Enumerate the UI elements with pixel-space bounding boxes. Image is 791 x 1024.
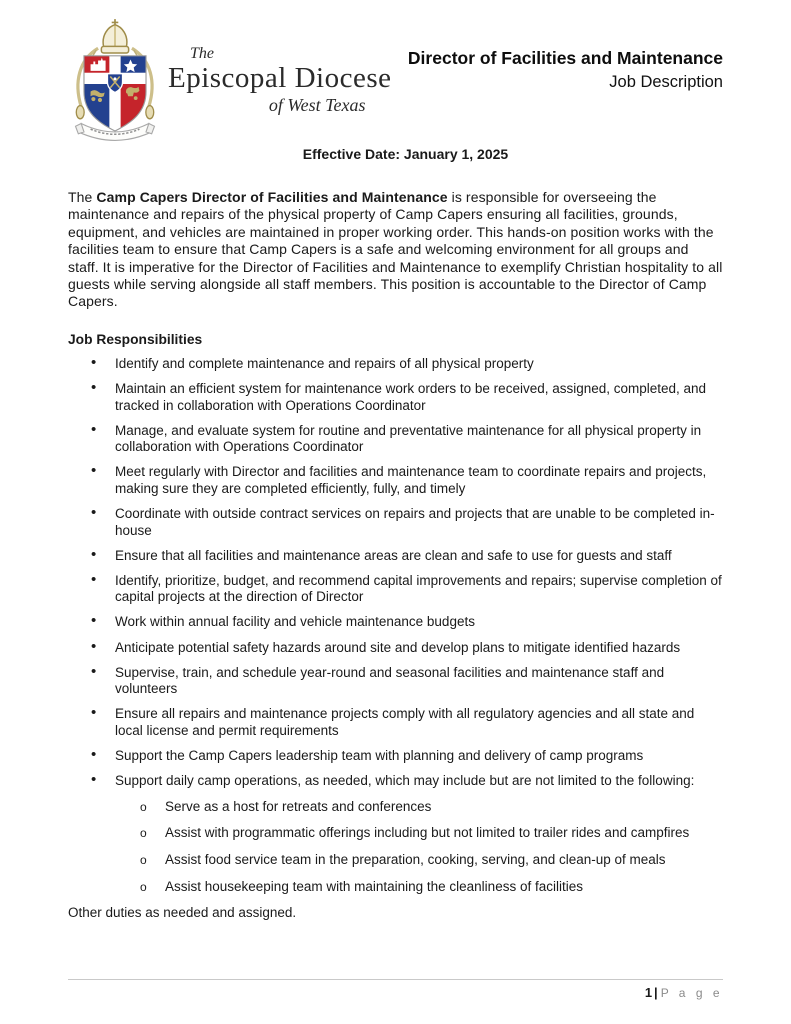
responsibility-item: • Manage, and evaluate system for routine and preventative maintenance for all physical property in collaboration with Operations Coordinator <box>115 423 723 456</box>
responsibility-item: • Support the Camp Capers leadership team with planning and delivery of camp programs <box>115 748 723 765</box>
responsibility-subitem: o Assist housekeeping team with maintaining the cleanliness of facilities <box>165 879 723 896</box>
intro-body: is responsible for overseeing the maintenance and repairs of the physical property of Camp Capers ensuring all facilities, grounds, equipment, and vehicles are maintained in proper working order. This hands-on position works with the facilities team to ensure that Camp Capers is a safe and welcoming environment for all groups and staff. It is imperative for the Director of Facilities and Maintenance to exemplify Christian hospitality to all guests while serving alongside all staff members. This position is accountable to the Director of Camp Capers. <box>68 189 723 310</box>
closing-note: Other duties as needed and assigned. <box>68 905 297 921</box>
responsibility-item: • Supervise, train, and schedule year-round and seasonal facilities and maintenance staff and volunteers <box>115 665 723 698</box>
responsibilities-heading: Job Responsibilities <box>68 331 203 347</box>
diocese-logo <box>68 20 392 150</box>
responsibility-item: • Identify, prioritize, budget, and recommend capital improvements and repairs; supervise completion of capital projects at the direction of Director <box>115 573 723 606</box>
logo-line-name: Episcopal Diocese <box>168 62 392 94</box>
responsibility-item: • Support daily camp operations, as needed, which may include but are not limited to the following: o Serve as a host for retreats and conferences o Assist with programmatic offerings including but not limited to trailer rides and campfires o Assist food service team in the preparation, cooking, serving, and clean-up of meals o Assist housekeeping team with maintaining the cleanliness of facilities <box>115 773 723 895</box>
intro-lead: The <box>68 189 97 205</box>
page-footer <box>68 979 723 1000</box>
responsibility-item: • Maintain an efficient system for maintenance work orders to be received, assigned, completed, and tracked in collaboration with Operations Coordinator <box>115 381 723 414</box>
diocese-logo-text <box>168 46 392 114</box>
footer-divider <box>68 979 723 980</box>
responsibility-subitem: o Serve as a host for retreats and conferences <box>165 799 723 816</box>
document-header <box>68 20 723 142</box>
intro-paragraph <box>68 189 723 311</box>
responsibility-item: • Identify and complete maintenance and repairs of all physical property <box>115 356 723 373</box>
responsibility-subitem: o Assist with programmatic offerings including but not limited to trailer rides and campfires <box>165 825 723 842</box>
responsibility-subitem: o Assist food service team in the preparation, cooking, serving, and clean-up of meals <box>165 852 723 869</box>
intro-position-name: Camp Capers Director of Facilities and Maintenance <box>96 189 448 205</box>
page-number-value: 1 <box>644 985 653 1000</box>
responsibility-item: • Work within annual facility and vehicle maintenance budgets <box>115 614 723 631</box>
responsibility-item: • Ensure that all facilities and maintenance areas are clean and safe to use for guests and staff <box>115 548 723 565</box>
effective-date: Effective Date: January 1, 2025 <box>302 146 509 162</box>
responsibility-item: • Coordinate with outside contract services on repairs and projects that are unable to be completed in-house <box>115 506 723 539</box>
responsibility-item: • Anticipate potential safety hazards around site and develop plans to mitigate identified hazards <box>115 640 723 657</box>
responsibility-sublist <box>115 799 723 895</box>
page-number-label: P a g e <box>660 986 723 1000</box>
diocese-crest-icon <box>68 18 162 150</box>
document-subtitle: Job Description <box>609 73 723 92</box>
logo-line-the: The <box>190 45 214 62</box>
page-number-separator: | <box>654 985 658 1000</box>
page-number <box>68 985 723 1000</box>
logo-line-region: of West Texas <box>268 95 366 115</box>
responsibility-item: • Ensure all repairs and maintenance projects comply with all regulatory agencies and all state and local license and permit requirements <box>115 706 723 739</box>
responsibilities-list <box>68 356 723 895</box>
document-title: Director of Facilities and Maintenance <box>407 48 723 68</box>
header-title-block <box>408 46 723 95</box>
responsibility-item: • Meet regularly with Director and facilities and maintenance team to coordinate repairs and projects, making sure they are completed efficiently, fully, and timely <box>115 464 723 497</box>
